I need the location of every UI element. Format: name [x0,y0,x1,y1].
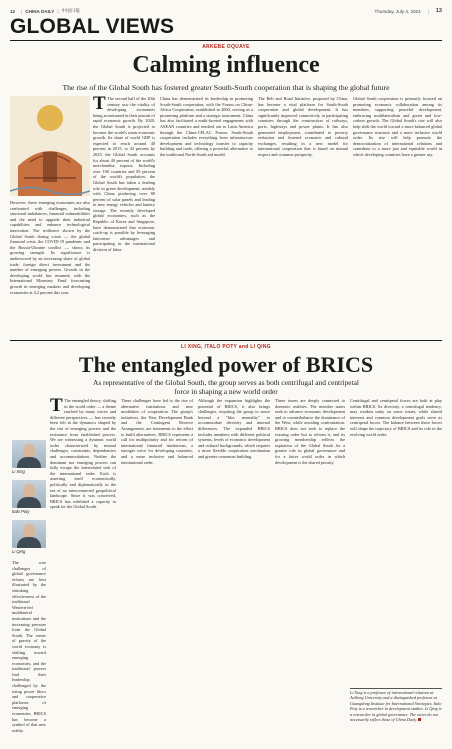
page-number-left: 12 [10,8,16,14]
article2-headline: The entangled power of BRICS [78,352,374,377]
issue-date: Thursday, July 4, 2024 [374,8,421,14]
author-portrait [12,440,46,474]
section-rule [10,40,442,41]
author-name: Italo Poty [12,509,30,514]
article-divider [10,340,442,341]
drop-cap: T [93,96,106,114]
publication-chinese-name: 中国日报 [61,8,80,13]
article2-deck: As representative of the Global South, the group serves as both centrifugal and centripetal force in shaping a new world order [93,378,359,396]
article1-illustration [10,96,90,196]
author-portrait [12,480,46,514]
author-photo [12,440,46,468]
bio-rule [350,688,442,689]
article2-column-5: These issues are deeply connected to domestic realities. The member states seek to advance economic development and to counterbalance the dominance of the West, while avoiding confrontation. BRICS does not seek to replace the existing order but to reform it, and its growing membership reflects the aspiration of the Global South for a greater role in global governance and for a fairer world order in which development is the shared priority. [275,398,345,465]
article2-column-1: T The entangled theory, shifting in the world order — a theme reached by many voices and different perspectives — has recently been felt in the dynamics shaped by the rise of emerging powers and the resistance from established powers. We are witnessing a dynamic world order characterized by mutual challenges, constraints, dependencies and accommodations. Neither the dominant nor emerging powers can fully escape the interrelated web of the international order. Each is asserting itself economically, politically and diplomatically in the era of an interconnected geopolitical landscape. Since it was conceived, BRICS has exhibited a capacity to speak for the Global South. [50,398,116,510]
section-title: GLOBAL VIEWS [10,15,175,38]
publication-name: CHINA DAILY [25,8,55,14]
article1-column-3: China has demonstrated its leadership in promoting South-South cooperation, with the Forum on China-Africa Cooperation, established in 2000, serving as a pioneering platform and a strategic instrument. China has also facilitated a multi-faceted engagement with ASEAN countries and reached out to Latin America through the China-CELAC Forum. South-South cooperation includes everything from infrastructure development and technology transfer to capacity building and trade, offering a powerful alternative to the traditional North-South aid model. [160,96,253,157]
author-portrait [12,520,46,554]
author-photo [12,520,46,548]
article2-column-4: Although the expansion highlights the potential of BRICS, it also brings challenges, requiring the group to move beyond a "bloc mentality" to accommodate diversity and internal differences. The expanded BRICS includes members with different political systems, levels of economic development and cultural backgrounds, which requires a more flexible cooperation mechanism and greater consensus building. [198,398,270,459]
page-number-right: 13 [435,8,442,14]
author-bio: Li Xing is a professor of international relations at Aalborg University and a distinguished professor at Guangdong Institute for International Strategies. Italo Poty is a researcher in development studies. Li Qing is a researcher in global governance. The views do not necessarily reflect those of China Daily. [350,690,442,723]
article1-column-5: Global South cooperation is primarily focused on promoting economic collaboration among its members, supporting peaceful development, embracing multilateralism and green and low-carbon growth. The Global South's rise will also help shift the world toward a more balanced global governance structure and a more inclusive world order. Its rise will help promote the democratization of international relations and contribute to a more just and equitable world in which developing countries have a greater say. [353,96,442,157]
article2-byline: LI XING, ITALO POTY and LI QING [181,344,271,350]
author-name: Li Xing [12,469,25,474]
article1-deck: The rise of the Global South has fostered greater South-South cooperation that is shaping the global future [62,83,390,92]
article2-column-2: The core challenges of global governance reform are best illustrated by the shrinking effectiveness of the traditional Western-led multilateral institutions and the increasing pressure from the Global South. The center of gravity of the world economy is shifting toward emerging economies, and the traditional powers find their leadership challenged by the rising power blocs and cooperative platforms of emerging economies. BRICS has become a symbol of that new reality. [12,560,46,733]
article2-column-3: These challenges have led to the rise of alternative institutions and new modalities of cooperation. The group's initiatives, the New Development Bank and the Contingent Reserve Arrangement, are testaments to the effort to build alternatives. BRICS represents a call for multipolarity and for reform of international financial institutions, a stronger voice for developing countries, and a more inclusive and balanced international order. [121,398,193,465]
drop-cap: T [50,398,63,416]
author-name: Li Qing [12,549,26,554]
author-photo [12,480,46,508]
page-header: 12 | CHINA DAILY | 中国日报 Thursday, July 4, 2024 | 13 [10,8,442,14]
article1-column-2: However, these emerging economies are also confronted with challenges, including structural imbalances, financial vulnerabilities and the need to upgrade their industrial capabilities and enhance technological innovation. The resilience shown by the Global South during crises — the global financial crisis, the COVID-19 pandemic and the Russia-Ukraine conflict — shows its growing strength. Its significance is underscored by an increasing share of global trade, foreign direct investment and the number of emerging powers. Growth in the developing world has resumed, with the International Monetary Fund forecasting growth in emerging markets and developing economies at 4.2 percent this year. [10,200,90,295]
article1-byline: ARKEBE OQUAYE [202,44,250,50]
article2-column-6: Centrifugal and centripetal forces are both at play within BRICS. Its diversity, a centrifugal tendency, may weaken unity on some issues, while shared interests and common development goals serve as centripetal forces. The balance between these forces will shape the trajectory of BRICS and its role in the evolving world order. [350,398,442,437]
article1-headline: Calming influence [132,52,320,78]
article1-column-4: The Belt and Road Initiative, proposed by China, has become a vital platform for South-South cooperation and global development. It has significantly improved connectivity in participating countries through the construction of railways, ports, highways and power plants. It has also generated employment, contributed to poverty reduction and fostered economic and cultural exchanges, resulting in a new model for international cooperation that is based on mutual respect and common prosperity. [258,96,348,157]
article1-column-1: T The second half of the 20th century saw the vitality of developing economies being accentuated in their pursuit of rapid economic growth. By 2020, the Global South is projected to become the world's main economic growth. Its share of world GDP is expected to reach around 40 percent in 2015, to 43 percent by 2025, the Global South accounts for about 40 percent of the world's merchandise exports. Including over 100 countries and 85 percent of the world's population, the Global South has taken a leading role in green development, notably with China producing over 80 percent of solar panels and leading in new energy vehicles and battery storage. The recently developed global economies, such as the Republic of Korea and Singapore, have demonstrated that economic catch-up is possible by leveraging latecomer advantages and participating in the international division of labor. [93,96,155,253]
end-mark [418,718,421,721]
